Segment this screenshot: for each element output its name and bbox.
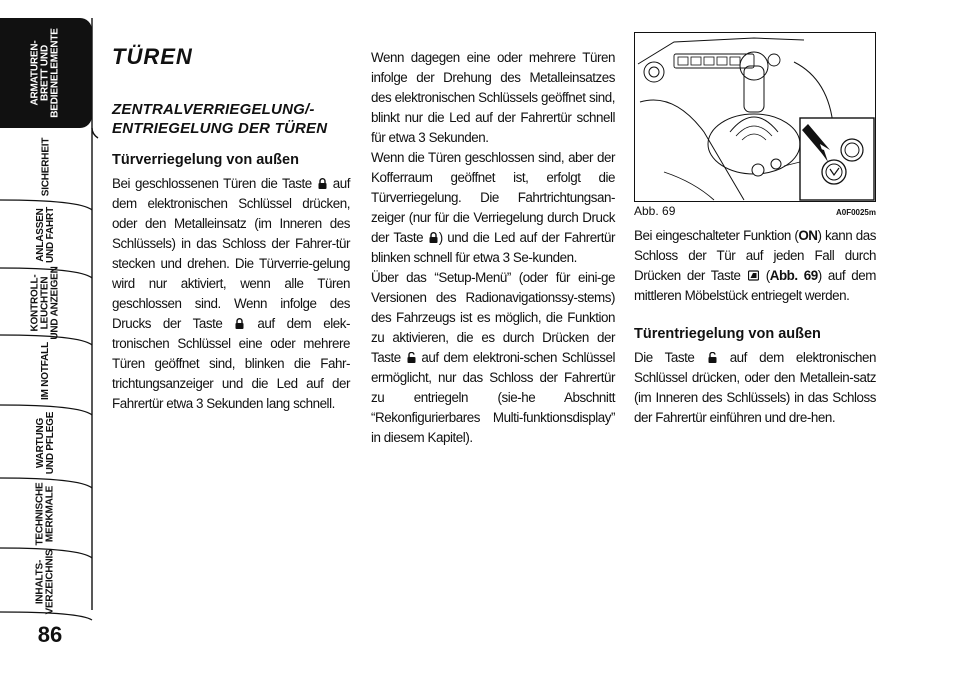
- padlock-open-icon: [708, 352, 717, 363]
- subheading-lock-outside: Türverriegelung von außen: [112, 152, 299, 168]
- tab-sicherheit[interactable]: SICHERHEIT: [40, 137, 51, 197]
- column-1: [112, 44, 350, 414]
- figure-center-console: [634, 32, 876, 202]
- paragraph-unlock: Die Taste auf dem elektronischen Schlüssel drücken, oder den Metallein-satz (im Inneren des Schlüssels) in das Schloss der Fahrertür einführen und dre-hen.: [634, 350, 876, 425]
- tab-wartung[interactable]: WARTUNG UND PFLEGE: [34, 411, 56, 475]
- tab-anlassen[interactable]: ANLASSEN UND FAHRT: [34, 207, 56, 263]
- page-number: 86: [37, 622, 63, 647]
- figure-label: Abb. 69: [634, 204, 676, 218]
- figure-reference[interactable]: Abb. 69: [769, 268, 818, 283]
- paragraph-lock: Bei geschlossenen Türen die Taste auf dem elektronischen Schlüssel drücken, oder den Metalleinsatz (im Inneren des Schlüssels) in das Schloss der Fahrer-tür stecken und drehen. Die Türverrie-gelung wird nur aktiviert, wenn alle Türen geschlossen sind. Wenn infolge des Drucks der Taste auf dem elek-tronischen Schlüssel eine oder mehrere Türen geöffnet sind, blinken die Fahr-trichtungsanzeiger und die Led auf der Fahrertür etwa 3 Sekunden lang schnell.: [112, 176, 350, 411]
- tab-technische-merkmale[interactable]: TECHNISCHE MERKMALE: [34, 482, 56, 546]
- on-label: ON: [798, 228, 818, 243]
- chapter-sidebar: [0, 0, 100, 692]
- section-heading: ZENTRALVERRIEGELUNG/- ENTRIEGELUNG DER TÜREN: [112, 101, 328, 137]
- tab-inhaltsverzeichnis[interactable]: INHALTS- VERZEICHNIS: [34, 549, 56, 615]
- subheading-unlock-outside: Türentriegelung von außen: [634, 326, 821, 342]
- figure-caption: [634, 204, 876, 218]
- tab-kontrollleuchten[interactable]: KONTROLL- LEUCHTEN UND ANZEIGEN: [30, 266, 61, 340]
- paragraph-console-button: Bei eingeschalteter Funktion (ON) kann das Schloss der Tür auf jeden Fall durch Drücken der Taste (Abb. 69) auf dem mittleren Möbelstück entriegelt werden.: [634, 228, 877, 303]
- padlock-open-icon: [407, 352, 416, 363]
- page-title: TÜREN: [112, 44, 193, 69]
- figure-code: A0F0025m: [835, 208, 876, 217]
- tab-armaturenbrett[interactable]: ARMATUREN- BRETT UND BEDIENELEMENTE: [0, 18, 92, 128]
- center-console-illustration: [634, 32, 876, 202]
- paragraph-trunk-open: Wenn die Türen geschlossen sind, aber der Kofferraum geöffnet ist, erfolgt die Türverriegelung. Die Fahrtrichtungsan-zeiger (nur für die Verriegelung durch Druck der Taste ) und die Led auf der Fahrertür blinken schnell für etwa 3 Se-kunden.: [371, 150, 615, 265]
- column-2: [371, 48, 615, 448]
- paragraph-metal-insert: Wenn dagegen eine oder mehrere Türen infolge der Drehung des Metalleinsatzes des elektronischen Schlüssels geöffnet sind, blinkt nur die Led auf der Fahrertür schnell für etwa 3 Sekunden.: [371, 50, 615, 145]
- paragraph-setup-menu: Über das “Setup-Menü” (oder für eini-ge Versionen des Radionavigationssy-stems) des Fahrzeugs ist es möglich, die Funktion zu aktivieren, die es durch Drücken der Taste auf dem elektroni-schen Schlüssel ermöglicht, nur das Schloss der Fahrertür zu entriegeln (sie-he Abschnitt “Rekonfigurierbares Multi-funktionsdisplay” in diesem Kapitel).: [371, 270, 615, 445]
- padlock-closed-icon: [318, 178, 327, 189]
- tab-im-notfall[interactable]: IM NOTFALL: [40, 342, 51, 400]
- padlock-closed-icon: [429, 232, 438, 243]
- door-unlock-button-icon: [748, 270, 759, 281]
- column-3: [634, 32, 876, 428]
- padlock-closed-icon: [235, 318, 244, 329]
